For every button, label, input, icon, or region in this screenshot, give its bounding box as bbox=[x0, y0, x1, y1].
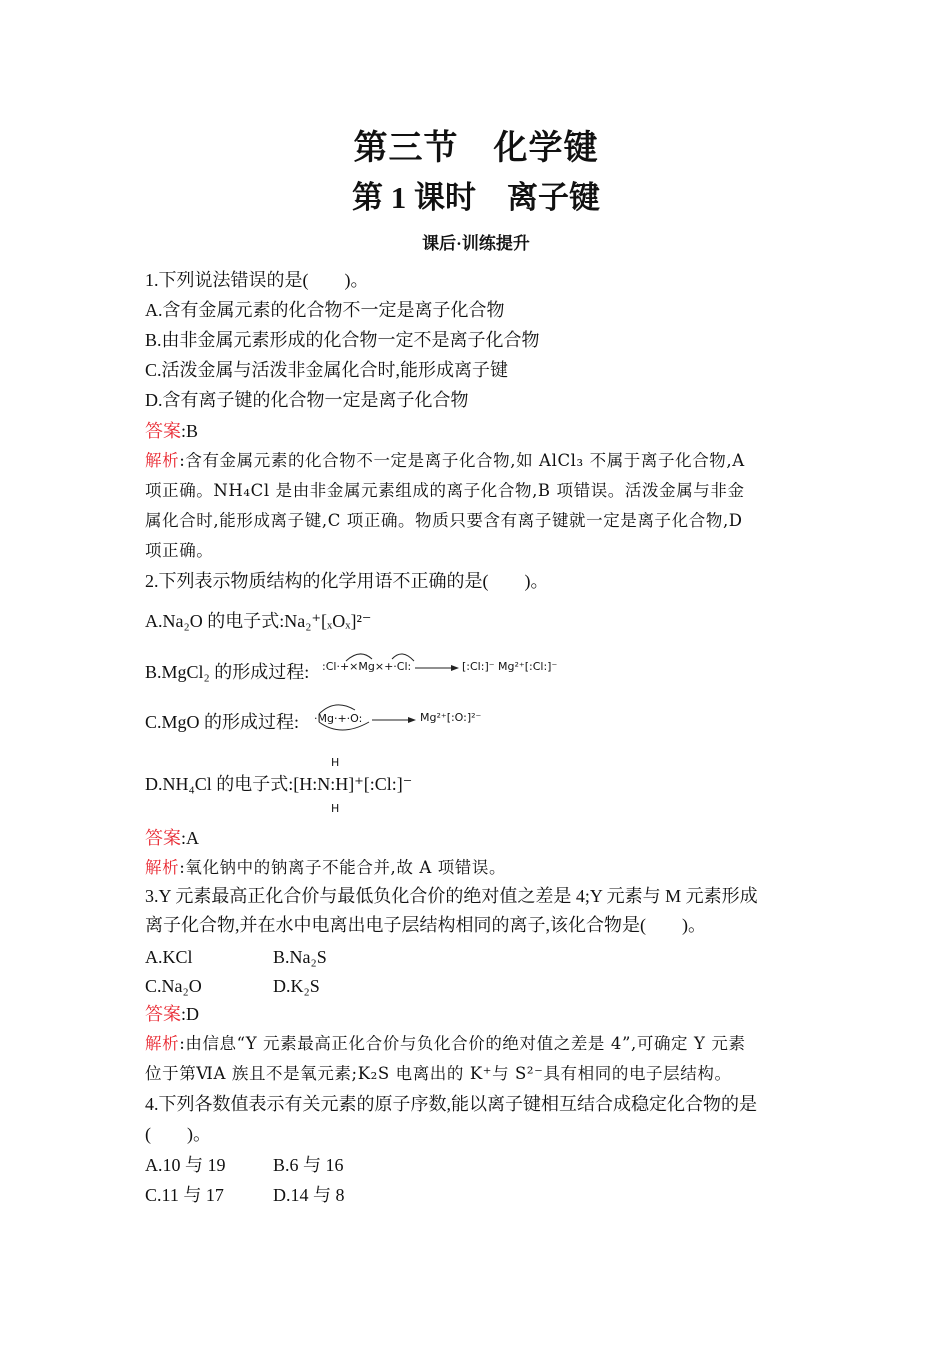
q3-explanation-line-2: 位于第ⅥA 族且不是氧元素;K₂S 电离出的 K⁺与 S²⁻具有相同的电子层结构。 bbox=[145, 1064, 732, 1083]
nh4cl-electron-formula: [H:N:H]⁺[:Cl:]⁻ bbox=[293, 774, 413, 794]
q1-answer bbox=[145, 419, 198, 443]
q3-options-row-1 bbox=[145, 945, 445, 969]
answer-value: :A bbox=[181, 828, 199, 848]
q3-stem-line-1: 3.Y 元素最高正化合价与最低负化合价的绝对值之差是 4;Y 元素与 M 元素形成 bbox=[145, 886, 758, 906]
q2-option-a: A.Na₂O 的电子式:Na₂⁺[ₓOₓ]²⁻ bbox=[145, 611, 372, 631]
mgo-formation-left: ·Mg·+·O: bbox=[314, 712, 363, 725]
q2-option-d: D.NH₄Cl 的电子式:[H:N:H]⁺[:Cl:]⁻ bbox=[145, 774, 413, 794]
q1-explanation-line-4: 项正确。 bbox=[145, 541, 214, 560]
q4-option-a: A.10 与 19 bbox=[145, 1155, 226, 1175]
mgo-formation-right: Mg²⁺[:O:]²⁻ bbox=[420, 711, 482, 724]
q3-option-d: D.K₂S bbox=[273, 976, 320, 996]
q1-explanation-line-3: 属化合时,能形成离子键,C 项正确。物质只要含有离子键就一定是离子化合物,D bbox=[145, 511, 743, 530]
reaction-arrow-icon bbox=[372, 715, 417, 725]
q4-options-row-1 bbox=[145, 1153, 445, 1177]
q1-explanation-line-1: 解析:含有金属元素的化合物不一定是离子化合物,如 AlCl₃ 不属于离子化合物,A bbox=[145, 451, 745, 470]
q1-option-b: B.由非金属元素形成的化合物一定不是离子化合物 bbox=[145, 330, 540, 350]
answer-label: 答案 bbox=[145, 1004, 181, 1024]
q2-answer bbox=[145, 826, 199, 850]
explanation-label: 解析 bbox=[145, 1034, 180, 1053]
answer-value: :B bbox=[181, 421, 199, 441]
hydrogen-top: H bbox=[331, 756, 340, 769]
q1-stem: 1.下列说法错误的是( )。 bbox=[145, 270, 369, 290]
q2-explanation: 解析:氧化钠中的钠离子不能合并,故 A 项错误。 bbox=[145, 858, 507, 877]
q3-option-b: B.Na₂S bbox=[273, 947, 327, 967]
q4-options-row-2 bbox=[145, 1183, 445, 1207]
lesson-subtitle: 第 1 课时 离子键 bbox=[352, 180, 600, 215]
page-title: 第三节 化学键 bbox=[353, 130, 599, 167]
mgcl2-formation-left: :Cl·+×Mg×+·Cl: bbox=[322, 660, 412, 673]
answer-value: :D bbox=[181, 1004, 199, 1024]
explanation-label: 解析 bbox=[145, 451, 180, 470]
q4-option-b: B.6 与 16 bbox=[273, 1155, 344, 1175]
q4-option-d: D.14 与 8 bbox=[273, 1185, 345, 1205]
explanation-label: 解析 bbox=[145, 858, 180, 877]
q3-answer bbox=[145, 1002, 199, 1026]
hydrogen-bottom: H bbox=[331, 802, 340, 815]
mgcl2-formation-right: [:Cl:]⁻ Mg²⁺[:Cl:]⁻ bbox=[462, 660, 558, 673]
q2-option-b: B.MgCl₂ 的形成过程: bbox=[145, 662, 310, 682]
q1-option-a: A.含有金属元素的化合物不一定是离子化合物 bbox=[145, 300, 505, 320]
q1-option-c: C.活泼金属与活泼非金属化合时,能形成离子键 bbox=[145, 360, 509, 380]
reaction-arrow-icon bbox=[415, 663, 460, 673]
q2-option-c: C.MgO 的形成过程: bbox=[145, 712, 300, 732]
answer-label: 答案 bbox=[145, 421, 181, 441]
q3-stem-line-2: 离子化合物,并在水中电离出电子层结构相同的离子,该化合物是( )。 bbox=[145, 915, 706, 935]
q4-stem-line-1: 4.下列各数值表示有关元素的原子序数,能以离子键相互结合成稳定化合物的是 bbox=[145, 1094, 757, 1114]
q3-options-row-2 bbox=[145, 974, 445, 998]
q4-stem-line-2: ( )。 bbox=[145, 1124, 211, 1144]
na2o-electron-formula: Na₂⁺[ₓOₓ]²⁻ bbox=[284, 611, 372, 631]
electron-transfer-arrows-icon bbox=[340, 650, 420, 662]
q2-stem: 2.下列表示物质结构的化学用语不正确的是( )。 bbox=[145, 571, 549, 591]
q3-option-c: C.Na₂O bbox=[145, 976, 202, 996]
q1-option-d: D.含有离子键的化合物一定是离子化合物 bbox=[145, 390, 469, 410]
section-heading: 课后·训练提升 bbox=[422, 234, 530, 253]
q4-option-c: C.11 与 17 bbox=[145, 1185, 224, 1205]
q3-explanation-line-1: 解析:由信息“Y 元素最高正化合价与负化合价的绝对值之差是 4”,可确定 Y 元素 bbox=[145, 1034, 746, 1053]
q3-option-a: A.KCl bbox=[145, 947, 193, 967]
q1-explanation-line-2: 项正确。NH₄Cl 是由非金属元素组成的离子化合物,B 项错误。活泼金属与非金 bbox=[145, 481, 745, 500]
answer-label: 答案 bbox=[145, 828, 181, 848]
